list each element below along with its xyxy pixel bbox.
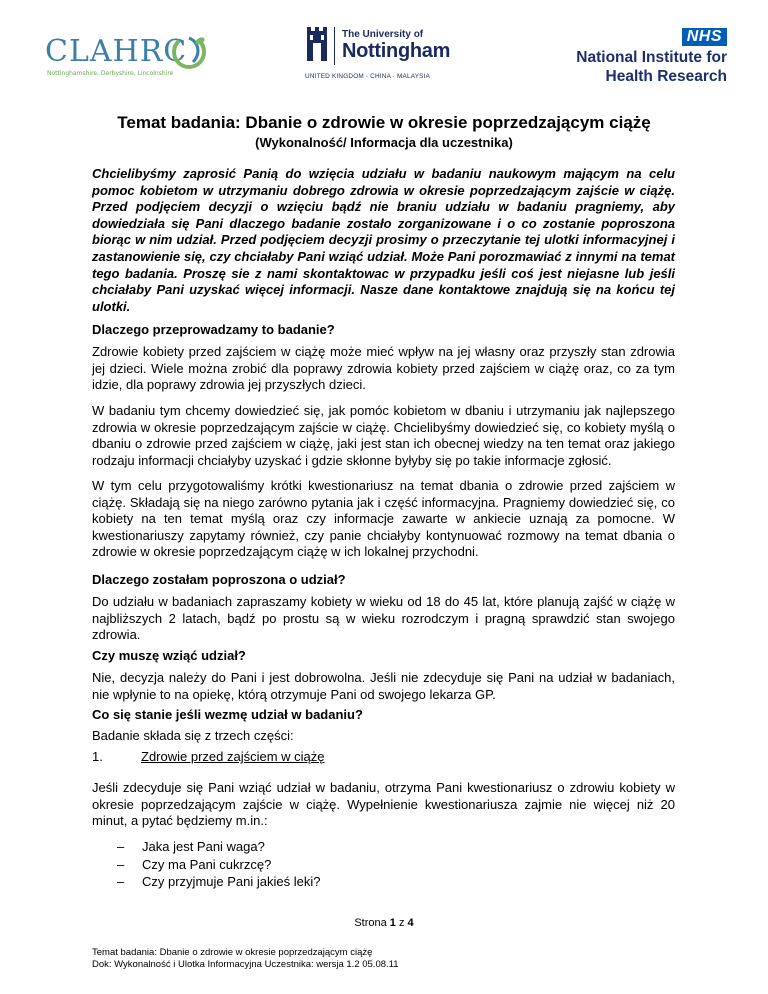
nhs-badge: NHS [682,28,727,46]
document-subtitle: (Wykonalność/ Informacja dla uczestnika) [255,135,513,150]
page-number: Strona 1 z 4 [354,917,414,929]
university-nottingham-logo [305,27,465,82]
heading-happens: Co się stanie jeśli wezmę udział w badaniu? [92,707,363,722]
must-paragraph: Nie, decyzja należy do Pani i jest dobrowolna. Jeśli nie zdecyduje się Pani na udział w badaniach, nie wpłynie to na opiekę, którą otrzymuje Pani od swojego lekarza GP. [92,670,675,702]
footer-line-2: Dok: Wykonalność i Ulotka Informacyjna Uczestnika: wersja 1.2 05.08.11 [92,959,399,970]
dash-icon: – [117,839,125,854]
document-title: Temat badania: Dbanie o zdrowie w okresie poprzedzającym ciążę [117,113,651,132]
happens-paragraph-2: Jeśli zdecyduje się Pani wziąć udział w badaniu, otrzyma Pani kwestionariusz o zdrowiu kobiety w okresie poprzedzającym zajście w ciążę. Wypełnienie kwestionariusza zajmie nie więcej niż 20 minut, a pytać będziemy m.in.: [92,780,675,829]
clahrc-name: CLAHRC [45,34,188,69]
logo-divider [334,27,335,65]
document-footer [92,947,399,971]
uon-tagline: UNITED KINGDOM · CHINA · MALAYSIA [305,73,431,80]
heading-must: Czy muszę wziąć udział? [92,648,246,663]
clahrc-subtitle: Nottinghamshire, Derbyshire, Lincolnshire [47,70,174,77]
question-list [117,838,320,891]
item-number: 1. [92,749,103,764]
clahrc-leaf-icon [169,32,209,72]
castle-crest-icon [305,27,329,65]
nihr-line2: Health Research [605,68,727,85]
uon-line2: Nottingham [342,40,451,62]
invited-paragraph: Do udziału w badaniach zapraszamy kobiety w wieku od 18 do 45 lat, które planują zajść w ciążę w najbliższych 2 latach, bądź po prostu są w wieku rozrodczym i pragną sprawdzić stan swojego zdrowia. [92,594,675,643]
item-label: Zdrowie przed zajściem w ciążę [141,749,325,764]
why-paragraph-3: W tym celu przygotowaliśmy krótki kwestionariusz na temat dbania o zdrowie przed zajściem w ciążę. Składają się na niego zarówno pytania jak i część informacyjna. Pragniemy dowiedzieć się, co kobiety na ten temat myślą oraz czy informacje zawarte w ankiecie uznają za pomocne. W kwestionariuszy zapytamy również, czy panie chciałyby kontynuować rozmowy na temat dbania o zdrowie w okresie poprzedzającym ciążę w ich lokalnej przychodni. [92,478,675,560]
dash-icon: – [117,856,125,872]
dash-icon: – [117,874,125,889]
heading-why: Dlaczego przeprowadzamy to badanie? [92,322,335,337]
list-item: – Jaka jest Pani waga? [117,839,265,854]
nihr-logo [577,28,727,88]
list-item: – Czy przyjmuje Pani jakieś leki? [117,874,321,889]
why-paragraph-1: Zdrowie kobiety przed zajściem w ciążę może mieć wpływ na jej własny oraz przyszły stan zdrowia jej dzieci. Wiele można zrobić dla poprawy zdrowia kobiety przed zajściem w ciążę oraz, co za tym idzie, dla poprawy zdrowia jej przyszłych dzieci. [92,344,675,393]
heading-invited: Dlaczego zostałam poproszona o udział? [92,572,346,587]
list-item: – Czy ma Pani cukrzcę? [117,856,272,872]
uon-line1: The University of [342,29,424,40]
happens-paragraph-1: Badanie składa się z trzech części: [92,728,294,743]
intro-paragraph: Chcielibyśmy zaprosić Panią do wzięcia udziału w badaniu naukowym mającym na celu pomoc kobietom w utrzymaniu dobrego zdrowia w okresie poprzedzającym zajście w ciążę. Przed podjęciem decyzji o wzięciu bądź nie braniu udziału w badaniu pragniemy, aby dowiedziała się Pani dlaczego badanie zostało zorganizowane i o co zostanie poproszona biorąc w nim udział. Przed podjęciem decyzji prosimy o przeczytanie tej ulotki informacyjnej i zastanowienie się, czy chciałaby Pani wziąć udział. Może Pani porozmawiać z innymi na temat tego badania. Proszę sie z nami skontaktowac w przypadku jeśli coś jest niejasne lub jeśli chciałaby Pani uzyskać więcej informacji. Nasze dane kontaktowe znajdują się na końcu tej ulotki. [92,166,675,314]
clahrc-logo [45,32,205,82]
logo-header [0,0,768,95]
nihr-line1: National Institute for [576,49,727,66]
footer-line-1: Temat badania: Dbanie o zdrowie w okresie poprzedzającym ciążę [92,947,373,958]
why-paragraph-2: W badaniu tym chcemy dowiedzieć się, jak pomóc kobietom w dbaniu i utrzymaniu jak najlepszego zdrowia w okresie poprzedzającym zajście w ciążę. Chcielibyśmy dowiedzieć się, co kobiety myślą o dbaniu o zdrowie przed zajściem w ciążę, jaki jest stan ich obecnej wiedzy na ten temat oraz jakiego rodzaju informacji chciałyby uzyskać i gdzie skłonne byłyby się po takie informacje zgłosić. [92,403,675,468]
